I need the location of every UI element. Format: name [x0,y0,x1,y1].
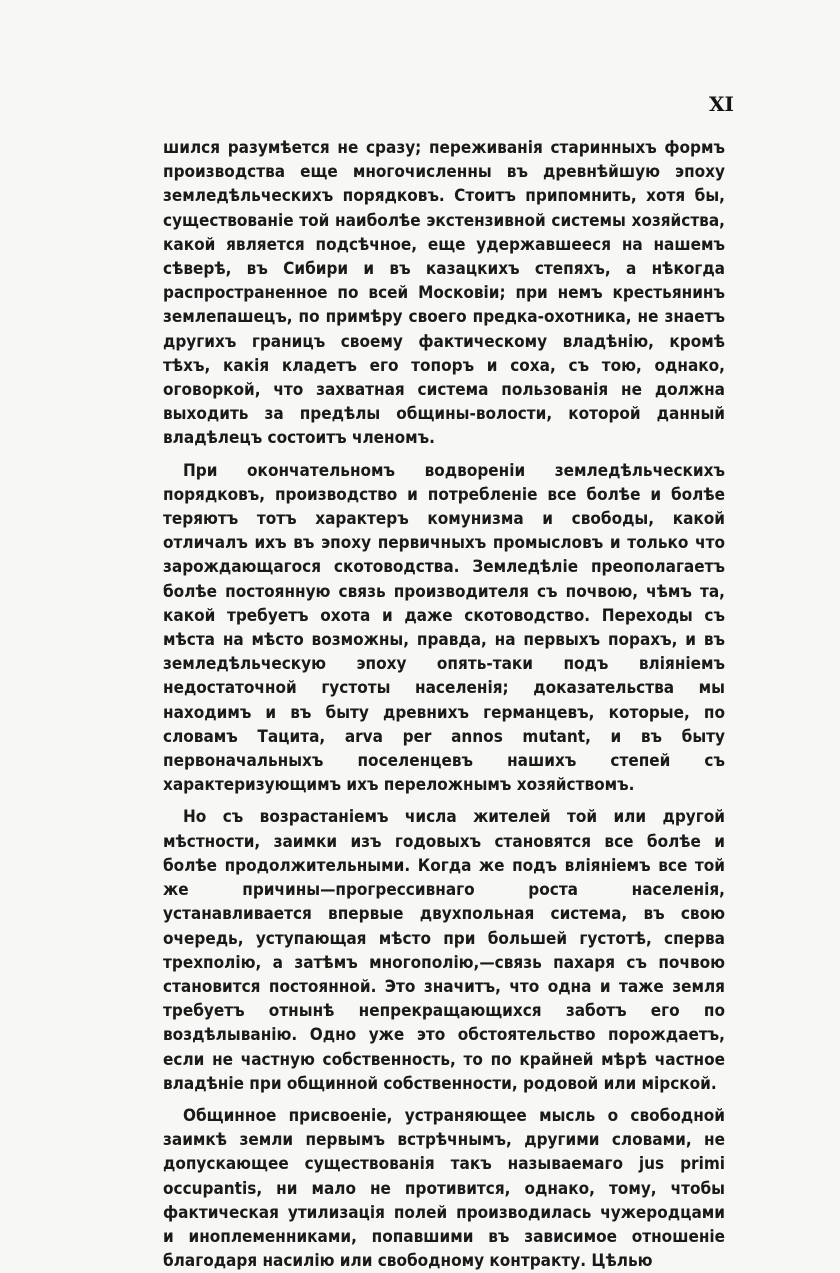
paragraph-1: шился разумѣется не сразу; переживанія старинныхъ формъ производства еще многочисленны въ древнѣйшую эпоху земледѣльческихъ порядковъ. Стоитъ припомнить, хотя бы, существованіе той наиболѣе экстензивной системы хозяйства, какой является подсѣчное, еще удержавшееся на нашемъ сѣверѣ, въ Сибири и въ казацкихъ степяхъ, а нѣкогда распространенное по всей Московіи; при немъ крестьянинъ землепашецъ, по примѣру своего предка-охотника, не знаетъ другихъ границъ своему фактическому владѣнію, кромѣ тѣхъ, какія кладетъ его топоръ и соха, съ тою, однако, оговоркой, что захватная система пользованія не должна выходить за предѣлы общины-волости, которой данный владѣлецъ состоитъ членомъ. [163,138,725,449]
paragraph-4: Общинное присвоеніе, устраняющее мысль о свободной заимкѣ земли первымъ встрѣчнымъ, другими словами, не допускающее существованія такъ называемаго jus primi occupantis, ни мало не противится, однако, тому, чтобы фактическая утилизація полей производилась чужеродцами и иноплеменниками, попавшими въ зависимое отношеніе благодаря насилію или свободному контракту. Цѣлью [163,1105,725,1272]
page-number: XI [709,92,734,116]
paragraph-2: При окончательномъ водвореніи земледѣльческихъ порядковъ, производство и потребленіе все болѣе и болѣе теряютъ тотъ характеръ комунизма и свободы, какой отличалъ ихъ въ эпоху первичныхъ промысловъ и только что зарождающагося скотоводства. Земледѣліе преополагаетъ болѣе постоянную связь производителя съ почвою, чѣмъ та, какой требуетъ охота и даже скотоводство. Переходы съ мѣста на мѣсто возможны, правда, на первыхъ порахъ, и въ земледѣльческую эпоху опять-таки подъ вліяніемъ недостаточной густоты населенія; доказательства мы находимъ и въ быту древнихъ германцевъ, которые, по словамъ Тацита, arva per annos mutant, и въ быту первоначальныхъ поселенцевъ нашихъ степей съ характеризующимъ ихъ переложнымъ хозяйствомъ. [163,460,725,796]
paragraph-3: Но съ возрастаніемъ числа жителей той или другой мѣстности, заимки изъ годовыхъ становятся все болѣе и болѣе продолжительными. Когда же подъ вліяніемъ все той же причины—прогрессивнаго роста населенія, устанавливается впервые двухпольная система, въ свою очередь, уступающая мѣсто при большей густотѣ, сперва трехполію, а затѣмъ многополію,—связь пахаря съ почвою становится постоянной. Это значитъ, что одна и таже земля требуетъ отнынѣ непрекращающихся заботъ его по воздѣлыванію. Одно уже это обстоятельство порождаетъ, если не частную собственность, то по крайней мѣрѣ частное владѣніе при общинной собственности, родовой или мірской. [163,807,725,1094]
page-body [163,136,725,1273]
